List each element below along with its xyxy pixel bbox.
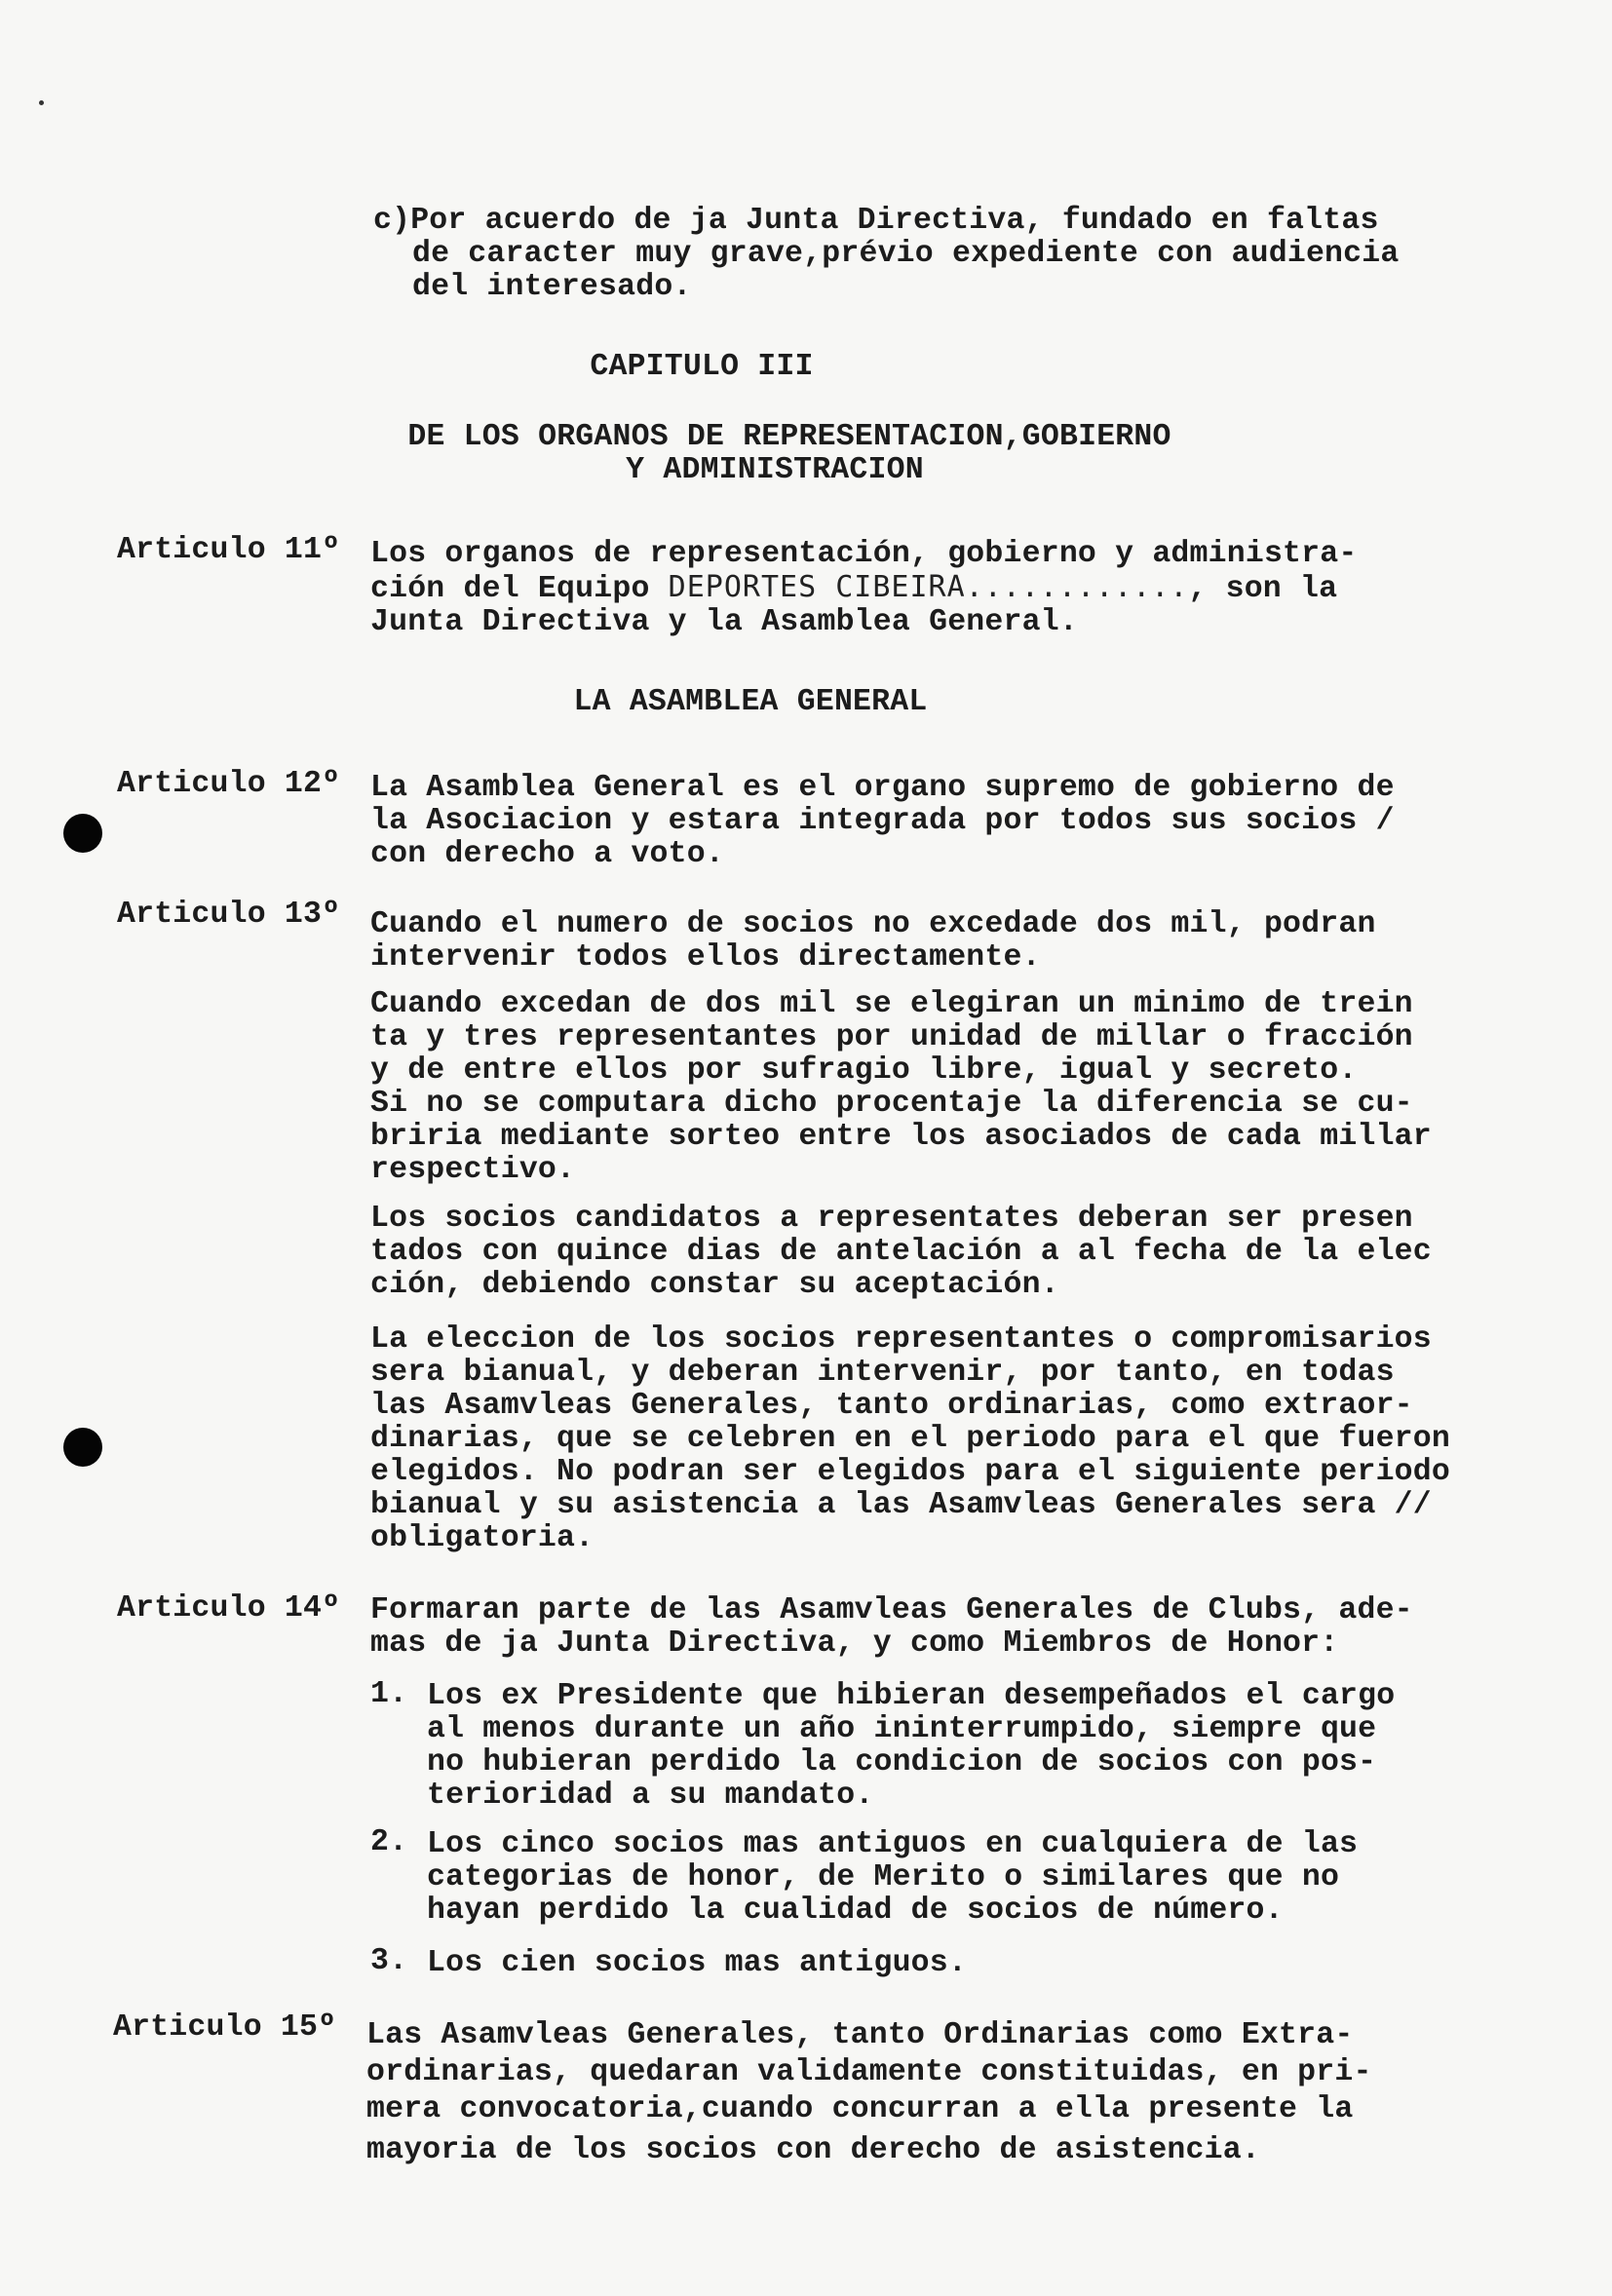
article-13-line: Cuando excedan de dos mil se elegiran un minimo de trein xyxy=(370,987,1413,1021)
article-13-line: briria mediante sorteo entre los asociados de cada millar xyxy=(370,1120,1432,1154)
article-11-line2-after: , son la xyxy=(1188,572,1338,606)
article-14-item-3 xyxy=(427,1947,967,1980)
punch-hole-top xyxy=(63,814,102,853)
lead-line: c)Por acuerdo de ja Junta Directiva, fundado en faltas xyxy=(373,204,1379,238)
paper-speck xyxy=(39,100,44,105)
section-heading: LA ASAMBLEA GENERAL xyxy=(573,685,928,719)
article-13-para-2 xyxy=(370,988,1432,1187)
chapter-subtitle-line: DE LOS ORGANOS DE REPRESENTACION,GOBIERNO xyxy=(407,420,1171,454)
article-13-line: y de entre ellos por sufragio libre, igual y secreto. xyxy=(370,1053,1358,1088)
article-13-line: Los socios candidatos a representates deberan ser presen xyxy=(370,1202,1413,1236)
article-14-line: mas de ja Junta Directiva, y como Miembros de Honor: xyxy=(370,1626,1339,1661)
article-12-line: la Asociacion y estara integrada por todos sus socios / xyxy=(370,804,1395,838)
article-15-line: ordinarias, quedaran validamente constituidas, en pri- xyxy=(366,2055,1372,2089)
article-15-line: mera convocatoria,cuando concurran a ella presente la xyxy=(366,2092,1354,2126)
chapter-title: CAPITULO III xyxy=(590,350,814,384)
article-13-line: Cuando el numero de socios no excedade dos mil, podran xyxy=(370,907,1376,941)
chapter-subtitle xyxy=(361,421,1218,487)
article-14-item-line: hayan perdido la cualidad de socios de número. xyxy=(427,1894,1284,1928)
article-13-line: bianual y su asistencia a las Asamvleas Generales sera // xyxy=(370,1488,1432,1522)
article-14-item-2 xyxy=(427,1828,1358,1928)
article-14-label: Articulo 14º xyxy=(117,1591,341,1626)
article-14-item-line: categorias de honor, de Merito o similares que no xyxy=(427,1860,1340,1894)
article-14-item-line: Los cien socios mas antiguos. xyxy=(427,1946,967,1980)
article-14-item-1-num: 1. xyxy=(370,1677,408,1711)
article-11-line: Los organos de representación, gobierno y administra- xyxy=(370,537,1358,571)
article-12-text xyxy=(370,772,1395,871)
article-13-line: sera bianual, y deberan intervenir, por tanto, en todas xyxy=(370,1356,1395,1390)
article-14-intro xyxy=(370,1594,1413,1661)
article-12-line: La Asamblea General es el organo supremo de gobierno de xyxy=(370,771,1395,805)
article-14-item-1 xyxy=(427,1680,1395,1813)
article-11-line xyxy=(370,571,1357,606)
article-15-label: Articulo 15º xyxy=(113,2010,337,2045)
lead-line: del interesado. xyxy=(412,270,692,304)
article-13-line: La eleccion de los socios representantes o compromisarios xyxy=(370,1322,1432,1357)
article-14-item-2-num: 2. xyxy=(370,1825,408,1859)
article-14-line: Formaran parte de las Asamvleas Generales de Clubs, ade- xyxy=(370,1593,1413,1627)
article-13-label: Articulo 13º xyxy=(117,898,341,932)
article-12-line: con derecho a voto. xyxy=(370,837,724,871)
article-13-para-4 xyxy=(370,1323,1450,1555)
article-13-line: respectivo. xyxy=(370,1153,576,1187)
article-15-line: mayoria de los socios con derecho de asistencia. xyxy=(366,2133,1260,2167)
article-12-label: Articulo 12º xyxy=(117,767,341,801)
lead-line: de caracter muy grave,prévio expediente con audiencia xyxy=(412,237,1400,271)
article-14-item-line: terioridad a su mandato. xyxy=(427,1779,874,1813)
article-13-line: ción, debiendo constar su aceptación. xyxy=(370,1268,1059,1302)
article-13-line: dinarias, que se celebren en el periodo para el que fueron xyxy=(370,1422,1450,1456)
article-14-item-line: no hubieran perdido la condicion de socios con pos- xyxy=(427,1745,1377,1779)
article-13-line: Si no se computara dicho procentaje la diferencia se cu- xyxy=(370,1087,1413,1121)
lead-clause xyxy=(373,205,1399,304)
article-13-line: obligatoria. xyxy=(370,1521,595,1555)
article-14-item-line: Los ex Presidente que hibieran desempeñados el cargo xyxy=(427,1679,1396,1713)
punch-hole-bottom xyxy=(63,1428,102,1467)
article-15-text xyxy=(366,2017,1372,2169)
article-13-line: ta y tres representantes por unidad de millar o fracción xyxy=(370,1020,1413,1054)
article-15-line: Las Asamvleas Generales, tanto Ordinarias como Extra- xyxy=(366,2018,1354,2052)
team-name-insert: DEPORTES CIBEIRA............ xyxy=(668,570,1189,604)
article-11-label: Articulo 11º xyxy=(117,533,341,567)
article-13-line: elegidos. No podran ser elegidos para el siguiente periodo xyxy=(370,1455,1450,1489)
article-11-line2-before: ción del Equipo xyxy=(370,572,650,606)
article-14-item-line: al menos durante un año ininterrumpido, siempre que xyxy=(427,1712,1377,1746)
article-13-line: las Asamvleas Generales, tanto ordinarias, como extraor- xyxy=(370,1389,1413,1423)
article-13-para-1 xyxy=(370,908,1376,975)
article-11-text xyxy=(370,538,1357,639)
article-11-line: Junta Directiva y la Asamblea General. xyxy=(370,605,1078,639)
chapter-subtitle-line: Y ADMINISTRACION xyxy=(626,453,924,487)
article-13-line: intervenir todos ellos directamente. xyxy=(370,940,1041,975)
article-13-para-3 xyxy=(370,1203,1432,1302)
article-14-item-line: Los cinco socios mas antiguos en cualquiera de las xyxy=(427,1827,1359,1861)
article-14-item-3-num: 3. xyxy=(370,1944,408,1978)
article-13-line: tados con quince dias de antelación a al fecha de la elec xyxy=(370,1235,1432,1269)
